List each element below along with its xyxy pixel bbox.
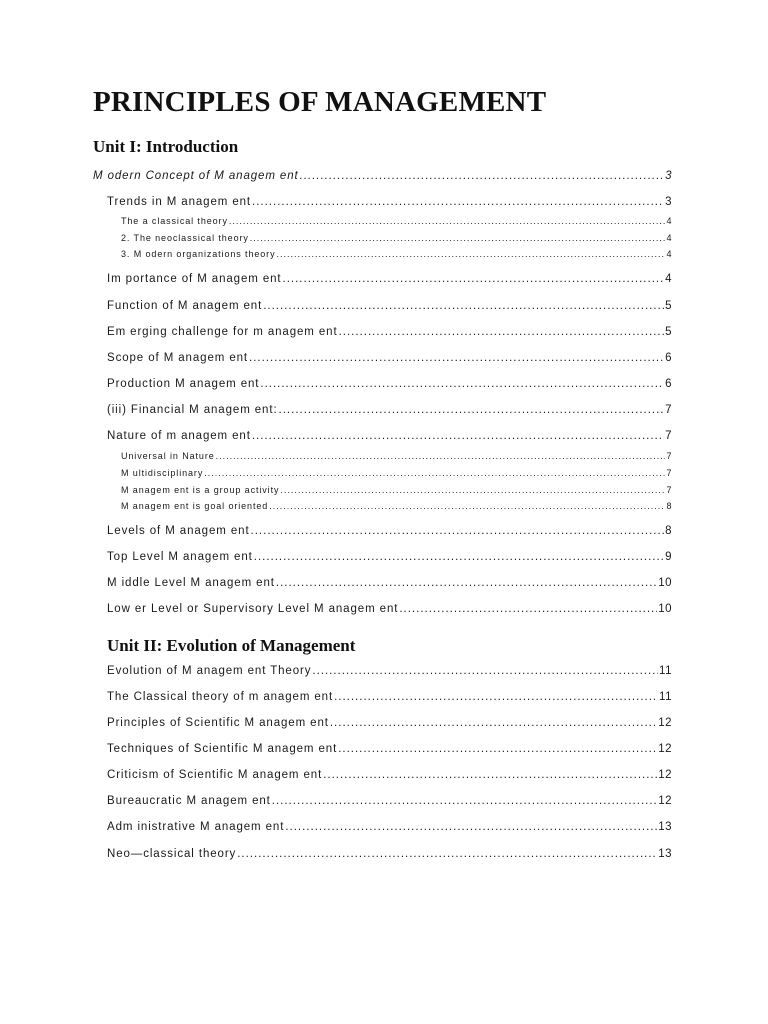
toc-page-number: 7: [666, 451, 672, 461]
dot-leader: [276, 577, 657, 589]
toc-page-number: 4: [665, 273, 672, 285]
toc-entry-label: Universal in Nature: [121, 451, 215, 461]
toc-entry-label: Evolution of M anagem ent Theory: [107, 665, 312, 677]
toc-entry-trends[interactable]: [107, 196, 672, 208]
dot-leader: [285, 821, 657, 833]
toc-page-number: 5: [665, 326, 672, 338]
toc-page-number: 12: [658, 717, 672, 729]
dot-leader: [216, 451, 666, 461]
toc-entry-label: M iddle Level M anagem ent: [107, 577, 275, 589]
toc-page-number: 7: [665, 430, 672, 442]
toc-entry-label: Top Level M anagem ent: [107, 551, 253, 563]
toc-page-number: 7: [666, 485, 672, 495]
toc-page-number: 3: [665, 170, 672, 182]
toc-entry-group-activity[interactable]: [121, 485, 672, 495]
dot-leader: [251, 525, 665, 537]
dot-leader: [252, 430, 664, 442]
toc-page-number: 12: [658, 743, 672, 755]
toc-entry-label: M odern Concept of M anagem ent: [93, 170, 299, 182]
toc-entry-importance[interactable]: [107, 273, 672, 285]
toc-page-number: 10: [658, 603, 672, 615]
toc-entry-label: Levels of M anagem ent: [107, 525, 250, 537]
dot-leader: [229, 216, 666, 226]
dot-leader: [334, 691, 658, 703]
toc-entry-nature[interactable]: [107, 430, 672, 442]
toc-entry-lower-level[interactable]: [107, 603, 672, 615]
dot-leader: [399, 603, 657, 615]
toc-entry-financial[interactable]: [107, 404, 672, 416]
toc-entry-top-level[interactable]: [107, 551, 672, 563]
toc-entry-label: M ultidisciplinary: [121, 468, 204, 478]
toc-page-number: 8: [665, 525, 672, 537]
toc-entry-label: Adm inistrative M anagem ent: [107, 821, 285, 833]
toc-entry-function[interactable]: [107, 300, 672, 312]
toc-entry-label: Nature of m anagem ent: [107, 430, 251, 442]
toc-entry-techniques-scientific[interactable]: [107, 743, 672, 755]
toc-page-number: 11: [659, 691, 672, 703]
toc-entry-label: Low er Level or Supervisory Level M anagem ent: [107, 603, 399, 615]
toc-entry-classical-theory[interactable]: [121, 216, 672, 226]
toc-page-number: 8: [666, 501, 672, 511]
toc-entry-label: Techniques of Scientific M anagem ent: [107, 743, 338, 755]
toc-page-number: 12: [658, 795, 672, 807]
toc-entry-label: M anagem ent is goal oriented: [121, 501, 269, 511]
toc-page-number: 12: [658, 769, 672, 781]
toc-page-number: 4: [666, 216, 672, 226]
toc-entry-bureaucratic[interactable]: [107, 795, 672, 807]
dot-leader: [300, 170, 664, 182]
dot-leader: [269, 501, 665, 511]
toc-entry-label: The Classical theory of m anagem ent: [107, 691, 334, 703]
toc-page-number: 4: [666, 233, 672, 243]
dot-leader: [280, 485, 665, 495]
toc-page-number: 13: [658, 848, 672, 860]
dot-leader: [254, 551, 664, 563]
toc-entry-emerging-challenge[interactable]: [107, 326, 672, 338]
toc-entry-classical-theory-management[interactable]: [107, 691, 672, 703]
toc-entry-label: Principles of Scientific M anagem ent: [107, 717, 329, 729]
toc-entry-label: Im portance of M anagem ent: [107, 273, 282, 285]
toc-entry-label: Production M anagem ent: [107, 378, 260, 390]
dot-leader: [249, 352, 664, 364]
toc-page-number: 6: [665, 378, 672, 390]
toc-page-number: 5: [665, 300, 672, 312]
toc-entry-scope[interactable]: [107, 352, 672, 364]
toc-entry-goal-oriented[interactable]: [121, 501, 672, 511]
toc-entry-label: Scope of M anagem ent: [107, 352, 249, 364]
toc-page-number: 9: [665, 551, 672, 563]
dot-leader: [204, 468, 665, 478]
dot-leader: [250, 233, 666, 243]
page-title: PRINCIPLES OF MANAGEMENT: [93, 86, 547, 118]
toc-page-number: 4: [666, 249, 672, 259]
toc-page-number: 7: [665, 404, 672, 416]
toc-entry-neo-classical[interactable]: [107, 848, 672, 860]
dot-leader: [338, 743, 657, 755]
toc-entry-modern-organizations[interactable]: [121, 249, 672, 259]
toc-entry-principles-scientific[interactable]: [107, 717, 672, 729]
toc-page-number: 10: [658, 577, 672, 589]
toc-entry-label: 2. The neoclassical theory: [121, 233, 249, 243]
dot-leader: [339, 326, 665, 338]
toc-entry-middle-level[interactable]: [107, 577, 672, 589]
dot-leader: [260, 378, 664, 390]
dot-leader: [283, 273, 665, 285]
toc-entry-label: (iii) Financial M anagem ent:: [107, 404, 278, 416]
toc-page-number: 3: [665, 196, 672, 208]
dot-leader: [272, 795, 657, 807]
dot-leader: [252, 196, 664, 208]
toc-entry-universal[interactable]: [121, 451, 672, 461]
toc-entry-label: Criticism of Scientific M anagem ent: [107, 769, 323, 781]
toc-entry-label: M anagem ent is a group activity: [121, 485, 280, 495]
unit-1-heading: Unit I: Introduction: [93, 137, 239, 156]
toc-entry-criticism-scientific[interactable]: [107, 769, 672, 781]
toc-entry-production[interactable]: [107, 378, 672, 390]
dot-leader: [276, 249, 665, 259]
toc-entry-label: Function of M anagem ent: [107, 300, 263, 312]
toc-page-number: 11: [659, 665, 672, 677]
toc-entry-label: 3. M odern organizations theory: [121, 249, 276, 259]
toc-entry-levels[interactable]: [107, 525, 672, 537]
toc-page-number: 6: [665, 352, 672, 364]
toc-entry-label: Neo—classical theory: [107, 848, 237, 860]
unit-2-heading: Unit II: Evolution of Management: [107, 636, 356, 655]
toc-entry-label: Em erging challenge for m anagem ent: [107, 326, 338, 338]
toc-page-number: 13: [658, 821, 672, 833]
dot-leader: [279, 404, 665, 416]
dot-leader: [237, 848, 657, 860]
dot-leader: [312, 665, 658, 677]
toc-entry-modern-concept[interactable]: [93, 170, 672, 182]
toc-entry-neoclassical-theory[interactable]: [121, 233, 672, 243]
toc-entry-label: Bureaucratic M anagem ent: [107, 795, 271, 807]
toc-entry-label: The a classical theory: [121, 216, 228, 226]
dot-leader: [330, 717, 657, 729]
toc-page-number: 7: [666, 468, 672, 478]
toc-entry-administrative[interactable]: [107, 821, 672, 833]
toc-entry-evolution-theory[interactable]: [107, 665, 672, 677]
toc-entry-multidisciplinary[interactable]: [121, 468, 672, 478]
dot-leader: [323, 769, 657, 781]
toc-entry-label: Trends in M anagem ent: [107, 196, 252, 208]
dot-leader: [263, 300, 664, 312]
